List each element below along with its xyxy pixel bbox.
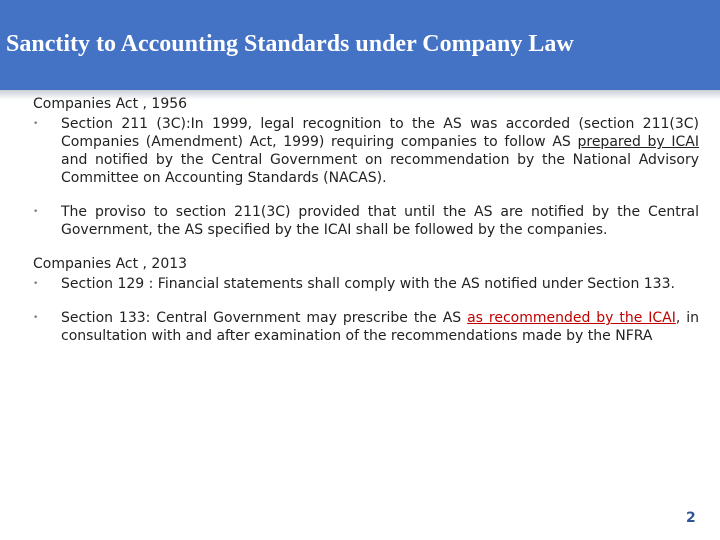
slide-content (33, 95, 699, 361)
bullet-text: Section 133: Central Government may prescribe the AS (61, 310, 468, 326)
bullet-text: Section 129 : Financial statements shall comply with the AS notified under Section 133. (61, 276, 675, 292)
emphasized-red-text: as recommended by the ICAI (467, 310, 676, 326)
bullet-item (33, 115, 699, 187)
section-heading: Companies Act , 1956 (33, 96, 188, 112)
bullet-text: and notified by the Central Government on recommendation by the National Advisory Committee on Accounting Standards (NACAS). (61, 152, 699, 186)
bullet-item (33, 309, 699, 345)
underlined-text: prepared by ICAI (577, 134, 700, 150)
bullet-text: , in consultation with and after examination of the recommendations made by the NFRA (61, 310, 699, 344)
title-bar (0, 0, 720, 90)
section-heading: Companies Act , 2013 (33, 256, 188, 272)
section-companies-act-1956 (33, 95, 699, 239)
bullet-item (33, 203, 699, 239)
section-companies-act-2013 (33, 255, 699, 345)
bullet-dot: • (33, 313, 39, 323)
page-number: 2 (686, 510, 696, 526)
bullet-text: The proviso to section 211(3C) provided that until the AS are notified by the Central Government, the AS specified by the ICAI shall be followed by the companies. (61, 204, 699, 238)
bullet-dot: • (33, 119, 39, 129)
bullet-text: Section 211 (3C):In 1999, legal recognition to the AS was accorded (section 211(3C) Companies (Amendment) Act, 1999) requiring companies to follow AS (61, 116, 699, 150)
bullet-item (33, 275, 699, 293)
slide-title: Sanctity to Accounting Standards under Company Law (6, 31, 574, 57)
bullet-dot: • (33, 207, 39, 217)
bullet-dot: • (33, 279, 39, 289)
